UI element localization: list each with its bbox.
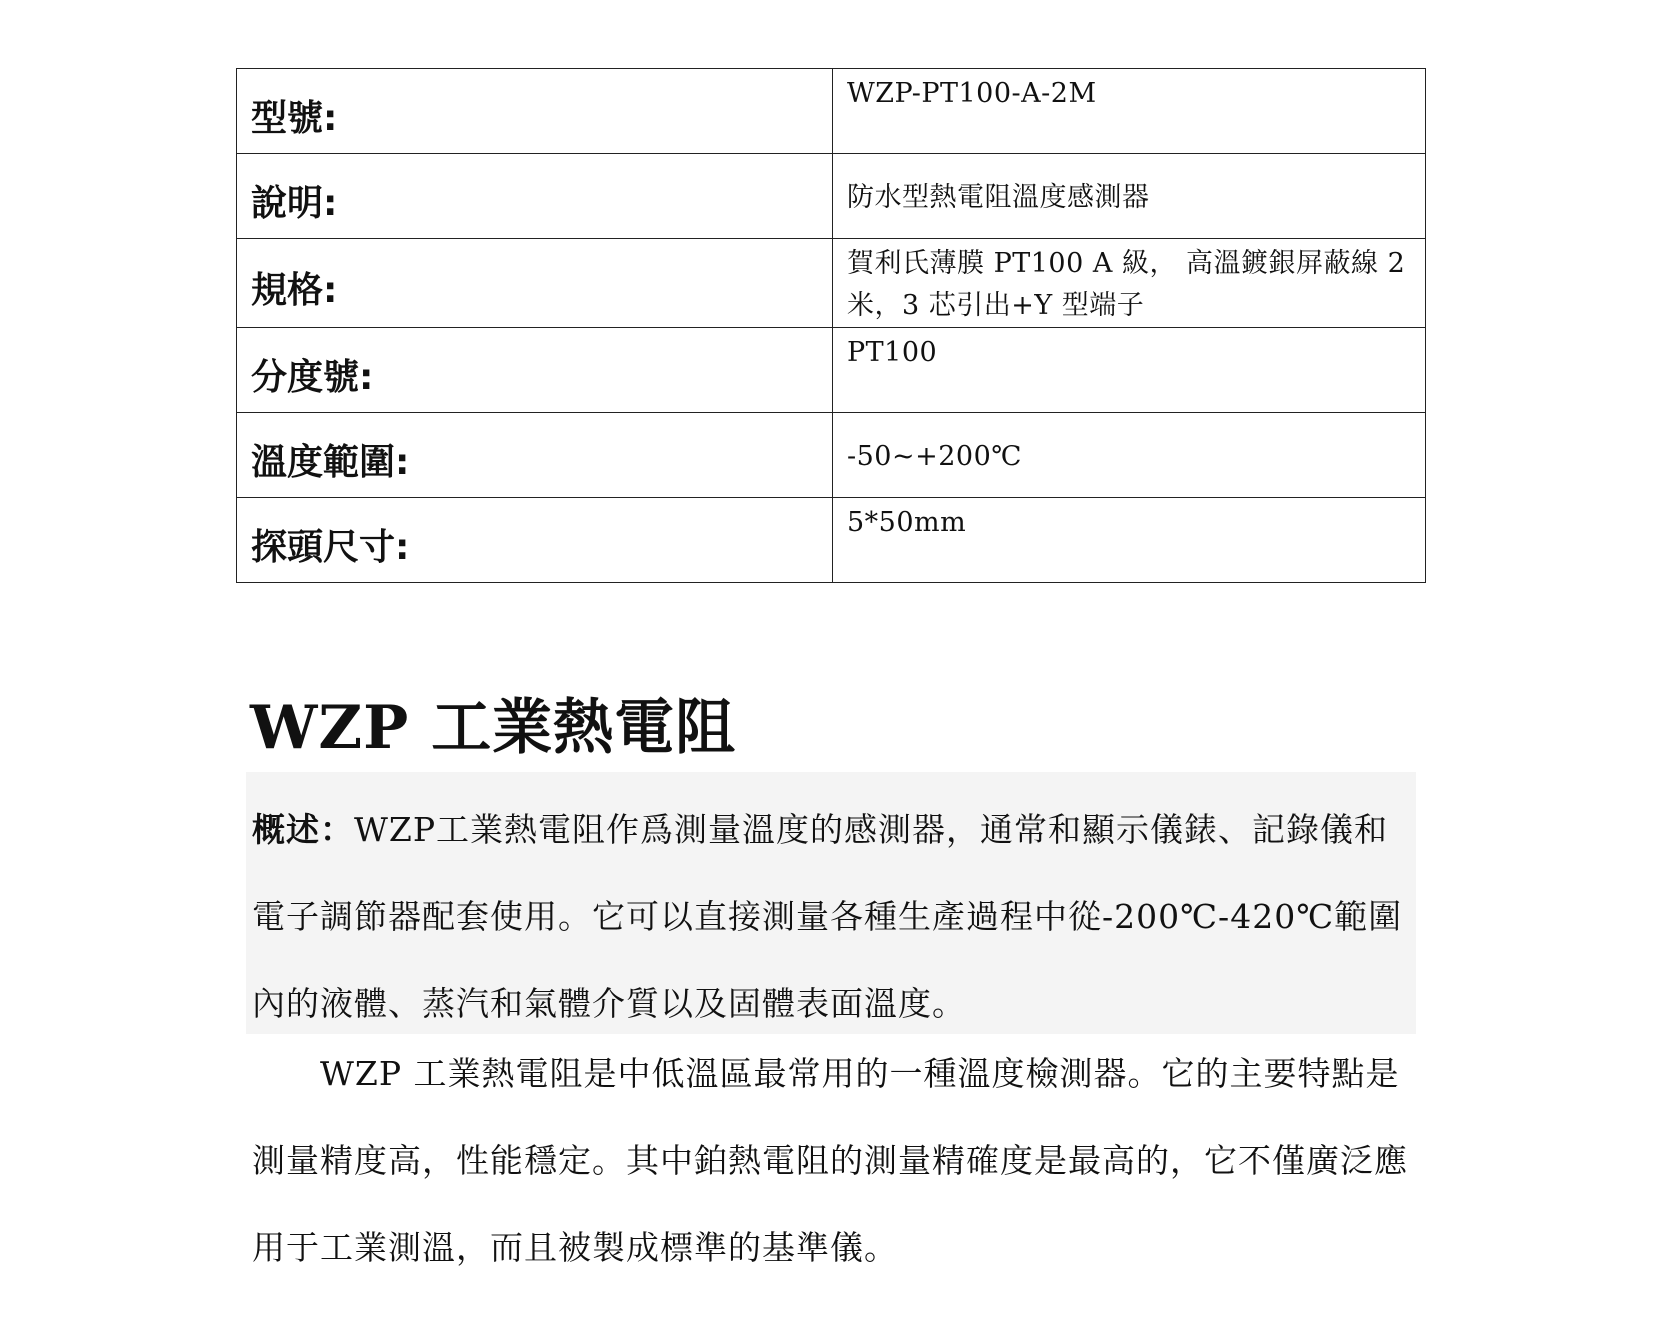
description-label: 說明: bbox=[237, 154, 833, 239]
model-value: WZP-PT100-A-2M bbox=[833, 69, 1426, 154]
table-row-specification bbox=[237, 239, 1426, 328]
table-row-temperature-range bbox=[237, 413, 1426, 498]
table-row-graduation bbox=[237, 328, 1426, 413]
overview-text: WZP工業熱電阻作爲測量溫度的感測器，通常和顯示儀錶、記錄儀和電子調節器配套使用。它可以直接測量各種生產過程中從-200℃-420℃範圍內的液體、蒸汽和氣體介質以及固體表面溫度。 bbox=[252, 810, 1403, 1023]
body-paragraph: WZP 工業熱電阻是中低溫區最常用的一種溫度檢測器。它的主要特點是測量精度高，性能穩定。其中鉑熱電阻的測量精確度是最高的，它不僅廣泛應用于工業測溫，而且被製成標準的基準儀。 bbox=[252, 1054, 1408, 1267]
overview-label: 概述： bbox=[252, 810, 354, 849]
overview-paragraph bbox=[252, 786, 1410, 1047]
graduation-value: PT100 bbox=[833, 328, 1426, 413]
table-row-model bbox=[237, 69, 1426, 154]
temperature-range-value: -50~+200℃ bbox=[833, 413, 1426, 498]
table-row-probe-size bbox=[237, 498, 1426, 583]
specification-label: 規格: bbox=[237, 239, 833, 328]
section-title: WZP 工業熱電阻 bbox=[250, 693, 737, 763]
model-label: 型號: bbox=[237, 69, 833, 154]
temperature-range-label: 溫度範圍: bbox=[237, 413, 833, 498]
spec-table bbox=[236, 68, 1426, 583]
specification-value: 賀利氏薄膜 PT100 A 級， 高溫鍍銀屏蔽線 2 米，3 芯引出+Y 型端子 bbox=[833, 239, 1426, 328]
table-row-description bbox=[237, 154, 1426, 239]
graduation-label: 分度號: bbox=[237, 328, 833, 413]
probe-size-label: 探頭尺寸: bbox=[237, 498, 833, 583]
probe-size-value: 5*50mm bbox=[833, 498, 1426, 583]
description-value: 防水型熱電阻溫度感測器 bbox=[833, 154, 1426, 239]
overview-box bbox=[246, 772, 1416, 1034]
